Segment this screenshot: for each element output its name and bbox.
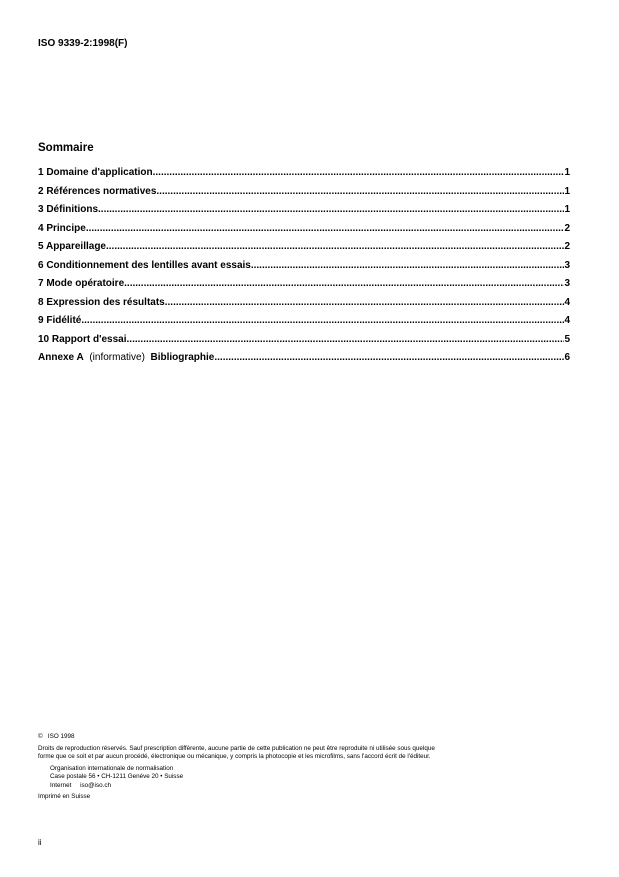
toc-entry-page: 2 (564, 222, 570, 234)
toc-leader-dots (106, 241, 564, 252)
toc-entry-page: 1 (564, 185, 570, 197)
toc-leader-dots (214, 352, 564, 363)
toc-entry-page: 6 (564, 352, 570, 363)
toc-entry-label: 3 Définitions (38, 204, 99, 215)
toc-entry-page: 2 (564, 241, 570, 252)
toc-entry-page: 4 (564, 296, 570, 308)
toc-entry-label: 8 Expression des résultats (38, 296, 165, 308)
toc-leader-dots (86, 223, 565, 234)
toc-leader-dots (124, 278, 564, 289)
toc-entry-label: 6 Conditionnement des lentilles avant essais (38, 259, 251, 271)
document-code: ISO 9339-2:1998(F) (38, 38, 128, 49)
annex-id: Annexe A (38, 352, 84, 363)
toc-title: Sommaire (38, 142, 94, 154)
toc-entry[interactable] (38, 241, 570, 260)
rights-line-1: Droits de reproduction réservés. Sauf prescription différente, aucune partie de cette publication ne peut être reproduite ni utilisée sous quelque (38, 744, 435, 752)
internet-label: Internet (50, 781, 72, 789)
toc-entry-page: 3 (564, 259, 570, 271)
toc-entry-page: 1 (564, 204, 570, 215)
toc-entry-label: 7 Mode opératoire (38, 278, 125, 289)
toc-entry-label: 5 Appareillage (38, 241, 106, 252)
toc-entry[interactable] (38, 297, 570, 316)
toc-entry-label: 9 Fidélité (38, 315, 82, 326)
toc-entry[interactable] (38, 186, 570, 205)
table-of-contents (38, 167, 570, 371)
toc-entry[interactable] (38, 223, 570, 242)
toc-entry-page: 3 (564, 278, 570, 289)
toc-leader-dots (127, 334, 565, 345)
copyright-notice: © ISO 1998 (38, 733, 75, 740)
annex-type: (informative) (89, 352, 145, 363)
toc-entry-annex[interactable] (38, 352, 570, 371)
toc-entry[interactable] (38, 167, 570, 186)
postal-address: Case postale 56 • CH-1211 Genève 20 • Suisse (50, 773, 184, 780)
page-number: ii (38, 838, 42, 847)
rights-line-2: forme que ce soit et par aucun procédé, électronique ou mécanique, y compris la photocopie et les microfilms, sans l'accord écrit de l'éditeur. (38, 753, 431, 760)
toc-entry[interactable] (38, 278, 570, 297)
annex-title: Bibliographie (150, 352, 215, 363)
toc-entry-label (38, 352, 214, 363)
toc-entry[interactable] (38, 315, 570, 334)
toc-entry-page: 4 (564, 315, 570, 326)
toc-leader-dots (156, 186, 564, 197)
toc-entry-page: 5 (564, 333, 570, 345)
toc-entry-label: 2 Références normatives (38, 185, 157, 197)
toc-entry-label: 4 Principe (38, 222, 86, 234)
organisation-name: Organisation internationale de normalisation (50, 764, 174, 772)
toc-entry[interactable] (38, 260, 570, 279)
toc-leader-dots (153, 167, 565, 178)
toc-entry[interactable] (38, 204, 570, 223)
toc-leader-dots (81, 315, 564, 326)
toc-entry-label: 10 Rapport d'essai (38, 333, 127, 345)
toc-leader-dots (251, 260, 565, 271)
internet-email[interactable]: iso@iso.ch (80, 781, 112, 789)
toc-entry[interactable] (38, 334, 570, 353)
printed-in: Imprimé en Suisse (38, 793, 91, 800)
toc-entry-label: 1 Domaine d'application (38, 167, 153, 178)
toc-leader-dots (98, 204, 564, 215)
copyright-footer (38, 733, 588, 802)
toc-leader-dots (165, 297, 565, 308)
toc-entry-page: 1 (564, 167, 570, 178)
internet-contact (38, 782, 588, 791)
